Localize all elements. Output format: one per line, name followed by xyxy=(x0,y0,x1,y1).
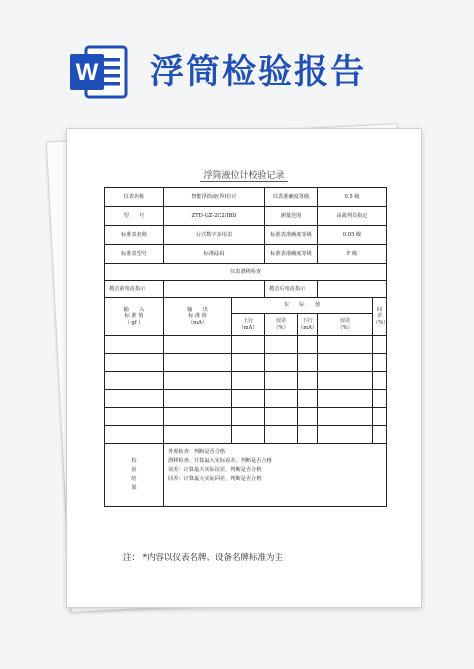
down-header: 下行 （mA） xyxy=(298,314,318,336)
output-cell xyxy=(164,372,232,390)
info-label: 标准表型号 xyxy=(105,245,164,264)
return-diff-cell xyxy=(373,408,387,426)
table-row xyxy=(105,426,387,444)
info-label: 标准表准确度等级 xyxy=(265,226,318,245)
input-cell xyxy=(105,390,164,408)
info-value: 智能浮筒液(界)位计 xyxy=(164,188,265,207)
up-cell xyxy=(232,372,265,390)
return-diff-cell xyxy=(373,354,387,372)
down-error-cell xyxy=(318,372,373,390)
down-cell xyxy=(298,426,318,444)
down-error-cell xyxy=(318,390,373,408)
up-header: 上行 （mA） xyxy=(232,314,265,336)
table-row xyxy=(105,408,387,426)
calibration-record-table xyxy=(104,187,387,507)
conclusion-content: 外观检查：判断是否合格 漂移检查：计算最大实际误差，判断是否合格 误差：计算最大实际误差，判断是否合格 回差：计算最大实际回差，判断是否合格 xyxy=(164,444,387,507)
up-error-cell xyxy=(265,372,298,390)
banner-title: 浮筒检验报告 xyxy=(150,52,366,92)
info-label: 标准表准确度等级 xyxy=(265,245,318,264)
word-logo-letter: W xyxy=(75,59,99,86)
info-value: 台式数字多用表 xyxy=(164,226,265,245)
input-cell xyxy=(105,336,164,354)
up-error-cell xyxy=(265,408,298,426)
info-row xyxy=(105,245,387,264)
actual-value-header: 实 际 值 xyxy=(232,298,373,314)
down-cell xyxy=(298,390,318,408)
down-cell xyxy=(298,336,318,354)
output-cell xyxy=(164,336,232,354)
up-error-cell xyxy=(265,354,298,372)
drift-row xyxy=(105,281,387,298)
return-diff-cell xyxy=(373,336,387,354)
table-head-row xyxy=(105,298,387,314)
table-row xyxy=(105,390,387,408)
return-diff-header: 回 差 （%） xyxy=(373,298,387,336)
document-page xyxy=(66,128,422,608)
input-cell xyxy=(105,372,164,390)
word-icon xyxy=(70,45,128,99)
up-cell xyxy=(232,336,265,354)
return-diff-cell xyxy=(373,372,387,390)
up-error-cell xyxy=(265,426,298,444)
up-cell xyxy=(232,390,265,408)
down-error-cell xyxy=(318,408,373,426)
input-standard-header: 输 入 标 准 值 （ gf ） xyxy=(105,298,164,336)
down-cell xyxy=(298,408,318,426)
conclusion-label: 校 验 结 果 xyxy=(105,444,164,507)
conclusion-row xyxy=(105,444,387,507)
input-cell xyxy=(105,408,164,426)
info-value: F 级 xyxy=(318,245,387,264)
up-error-cell xyxy=(265,390,298,408)
down-error-cell xyxy=(318,336,373,354)
table-row xyxy=(105,336,387,354)
info-label: 仪表准确度等级 xyxy=(265,188,318,207)
output-cell xyxy=(164,426,232,444)
table-row xyxy=(105,354,387,372)
info-value: 由裁判员指定 xyxy=(318,207,387,226)
info-row xyxy=(105,188,387,207)
down-cell xyxy=(298,372,318,390)
info-value: 标准砝码 xyxy=(164,245,265,264)
info-label: 型 号 xyxy=(105,207,164,226)
output-standard-header: 输 出 标 准 值 （mA） xyxy=(164,298,232,336)
document-title: 浮筒液位计校验记录 xyxy=(67,168,421,181)
up-cell xyxy=(232,408,265,426)
info-label: 标准表名称 xyxy=(105,226,164,245)
info-label: 仪表名称 xyxy=(105,188,164,207)
up-cell xyxy=(232,426,265,444)
table-row xyxy=(105,372,387,390)
down-error-cell xyxy=(318,426,373,444)
input-cell xyxy=(105,354,164,372)
data-rows xyxy=(105,336,387,444)
up-error-header: 误差 （%） xyxy=(265,314,298,336)
footnote: 注： *内容以仪表名牌、设备名牌标准为主 xyxy=(123,553,283,563)
input-cell xyxy=(105,426,164,444)
info-row xyxy=(105,226,387,245)
after-adjust-value xyxy=(318,281,387,298)
before-adjust-value xyxy=(164,281,265,298)
info-value: 0.5 级 xyxy=(318,188,387,207)
info-value: 0.05 级 xyxy=(318,226,387,245)
output-cell xyxy=(164,390,232,408)
after-adjust-label: 越击后电流指示 xyxy=(265,281,318,298)
info-label: 测量范围 xyxy=(265,207,318,226)
output-cell xyxy=(164,408,232,426)
drift-header-row xyxy=(105,264,387,281)
before-adjust-label: 越击前电流指示 xyxy=(105,281,164,298)
output-cell xyxy=(164,354,232,372)
down-cell xyxy=(298,354,318,372)
return-diff-cell xyxy=(373,390,387,408)
up-error-cell xyxy=(265,336,298,354)
banner xyxy=(0,0,474,110)
info-value: ZTD-GZ-2C2/IBD xyxy=(164,207,265,226)
return-diff-cell xyxy=(373,426,387,444)
down-error-cell xyxy=(318,354,373,372)
info-row xyxy=(105,207,387,226)
up-cell xyxy=(232,354,265,372)
down-error-header: 误差 （%） xyxy=(318,314,373,336)
drift-check-header: 仪表漂移检查 xyxy=(105,264,387,281)
